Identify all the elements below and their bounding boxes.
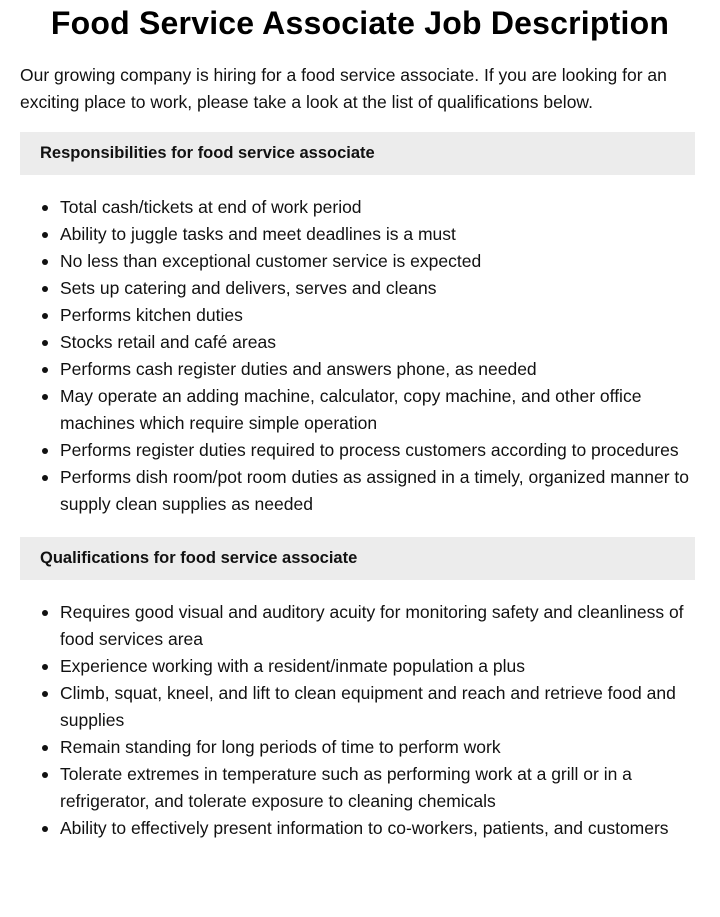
qualifications-list bbox=[20, 599, 700, 842]
list-item: May operate an adding machine, calculator, copy machine, and other office machines which require simple operation bbox=[60, 383, 700, 437]
list-item: Experience working with a resident/inmate population a plus bbox=[60, 653, 700, 680]
list-item: Stocks retail and café areas bbox=[60, 329, 700, 356]
list-item: Sets up catering and delivers, serves and cleans bbox=[60, 275, 700, 302]
list-item: Climb, squat, kneel, and lift to clean equipment and reach and retrieve food and supplies bbox=[60, 680, 700, 734]
responsibilities-heading: Responsibilities for food service associate bbox=[20, 132, 695, 175]
list-item: Tolerate extremes in temperature such as performing work at a grill or in a refrigerator, and tolerate exposure to cleaning chemicals bbox=[60, 761, 700, 815]
list-item: Requires good visual and auditory acuity for monitoring safety and cleanliness of food services area bbox=[60, 599, 700, 653]
list-item: Remain standing for long periods of time to perform work bbox=[60, 734, 700, 761]
list-item: Ability to juggle tasks and meet deadlines is a must bbox=[60, 221, 700, 248]
list-item: No less than exceptional customer service is expected bbox=[60, 248, 700, 275]
list-item: Performs kitchen duties bbox=[60, 302, 700, 329]
list-item: Performs dish room/pot room duties as assigned in a timely, organized manner to supply clean supplies as needed bbox=[60, 464, 700, 518]
list-item: Performs cash register duties and answers phone, as needed bbox=[60, 356, 700, 383]
intro-paragraph: Our growing company is hiring for a food service associate. If you are looking for an exciting place to work, please take a look at the list of qualifications below. bbox=[20, 65, 667, 112]
qualifications-heading: Qualifications for food service associate bbox=[20, 537, 695, 580]
list-item: Performs register duties required to process customers according to procedures bbox=[60, 437, 700, 464]
list-item: Total cash/tickets at end of work period bbox=[60, 194, 700, 221]
list-item: Ability to effectively present information to co-workers, patients, and customers bbox=[60, 815, 700, 842]
responsibilities-list bbox=[20, 194, 700, 518]
page-title: Food Service Associate Job Description bbox=[50, 5, 670, 41]
